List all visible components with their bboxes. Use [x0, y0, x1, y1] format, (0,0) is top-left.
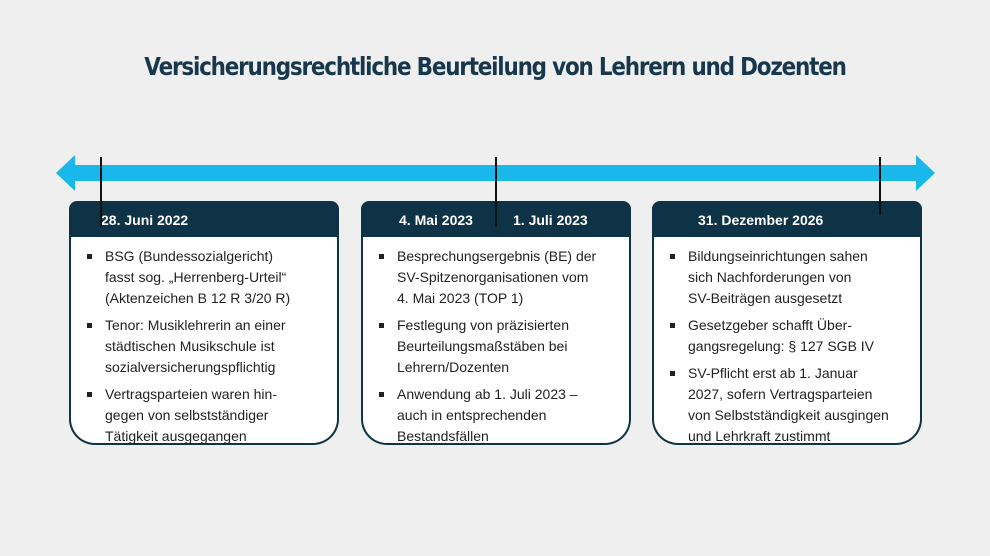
bullet-text-line: Bildungseinrichtungen sahen [688, 248, 868, 264]
page-title: Versicherungsrechtliche Beurteilung von Lehrern und Dozenten [144, 52, 846, 81]
card-body [652, 237, 922, 445]
bullet-item [87, 384, 327, 447]
date-label: 31. Dezember 2026 [698, 212, 824, 228]
bullet-text-line: sozialversicherungspflichtig [105, 359, 276, 375]
card-date-header [361, 201, 631, 239]
card-body [69, 237, 339, 445]
bullet-item [670, 363, 910, 447]
bullet-list [71, 237, 337, 447]
bullet-text-line: Tätigkeit ausgegangen [105, 428, 247, 444]
bullet-text-line: Bestandsfällen [397, 428, 489, 444]
bullet-item [87, 315, 327, 378]
date-label: 28. Juni 2022 [101, 212, 189, 228]
bullet-item [379, 246, 619, 309]
bullet-text-line: Anwendung ab 1. Juli 2023 – [397, 386, 578, 402]
bullet-text-line: gegen von selbstständiger [105, 407, 269, 423]
timeline-card-2022 [69, 201, 339, 445]
bullet-text-line: Tenor: Musiklehrerin an einer [105, 317, 286, 333]
bullet-text-line: SV-Beiträgen ausgesetzt [688, 290, 843, 306]
bullet-text-line: 4. Mai 2023 (TOP 1) [397, 290, 524, 306]
card-date-header [69, 201, 339, 239]
bullet-text-line: BSG (Bundessozialgericht) [105, 248, 274, 264]
date-label: 4. Mai 2023 [399, 212, 473, 228]
bullet-list [654, 237, 920, 447]
bullet-text-line: SV-Spitzenorganisationen vom [397, 269, 589, 285]
bullet-text-line: Festlegung von präzisierten [397, 317, 569, 333]
bullet-item [87, 246, 327, 309]
bullet-text-line: Beurteilungsmaßstäben bei [397, 338, 568, 354]
date-label: 1. Juli 2023 [513, 212, 588, 228]
bullet-text-line: und Lehrkraft zustimmt [688, 428, 831, 444]
bullet-item [379, 384, 619, 447]
bullet-item [670, 246, 910, 309]
card-body [361, 237, 631, 445]
bullet-text-line: auch in entsprechenden [397, 407, 547, 423]
bullet-text-line: 2027, sofern Vertragsparteien [688, 386, 873, 402]
bullet-text-line: Gesetzgeber schafft Über- [688, 317, 852, 333]
timeline-card-2026 [652, 201, 922, 445]
bullet-list [363, 237, 629, 447]
timeline-arrow-shape [56, 155, 935, 191]
bullet-text-line: Vertragsparteien waren hin- [105, 386, 277, 402]
bullet-text-line: gangsregelung: § 127 SGB IV [688, 338, 875, 354]
bullet-text-line: Besprechungsergebnis (BE) der [397, 248, 597, 264]
bullet-text-line: sich Nachforderungen von [688, 269, 852, 285]
bullet-text-line: Lehrern/Dozenten [397, 359, 510, 375]
bullet-item [379, 315, 619, 378]
bullet-text-line: (Aktenzeichen B 12 R 3/20 R) [105, 290, 291, 306]
bullet-text-line: städtischen Musikschule ist [105, 338, 275, 354]
bullet-item [670, 315, 910, 357]
bullet-text-line: SV-Pflicht erst ab 1. Januar [688, 365, 858, 381]
bullet-text-line: fasst sog. „Herrenberg-Urteil“ [105, 269, 287, 285]
timeline-card-2023 [361, 201, 631, 445]
bullet-text-line: von Selbstständigkeit ausgingen [688, 407, 889, 423]
card-date-header [652, 201, 922, 239]
